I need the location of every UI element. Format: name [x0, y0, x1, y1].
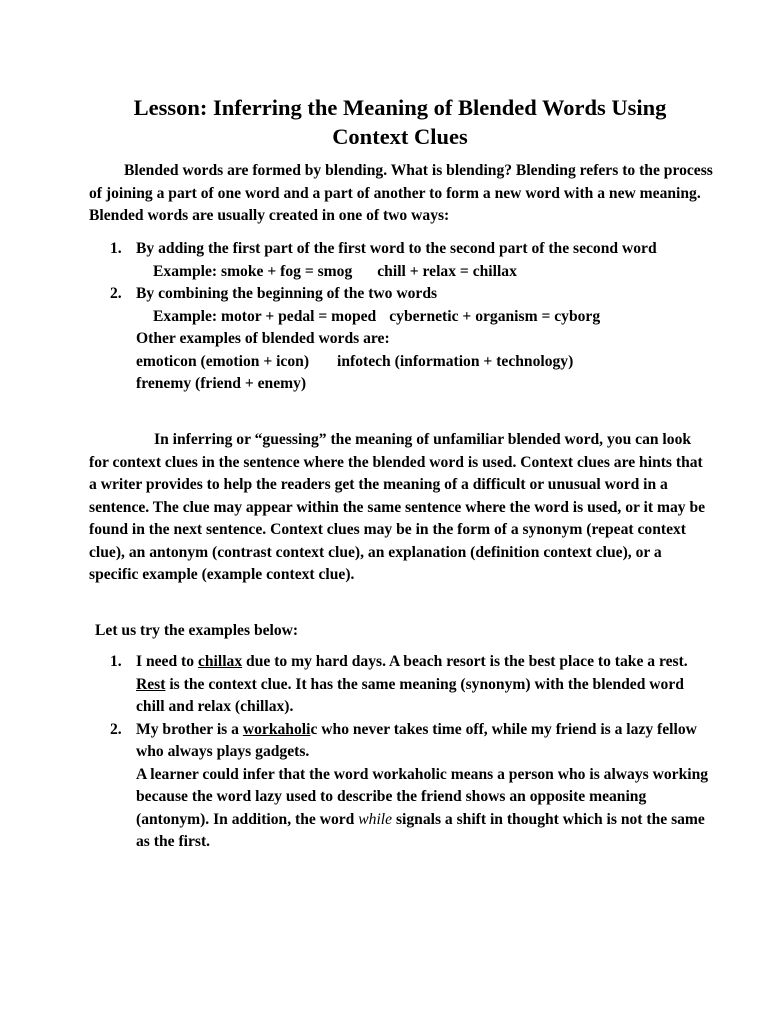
- blending-ways-list: [100, 238, 710, 396]
- example-text: Example: motor + pedal = moped: [153, 307, 377, 325]
- explanation-text: is the context clue. It has the same meaning (synonym) with the blended word chill and relax (chillax).: [136, 675, 684, 715]
- blending-way-2: [100, 283, 710, 396]
- sentence-text: I need to: [136, 653, 198, 670]
- lesson-title: [90, 93, 710, 151]
- other-example: emoticon (emotion + icon): [136, 352, 310, 370]
- example-text: Example: smoke + fog = smog: [153, 262, 353, 280]
- explanation-text: A learner could infer that the word workaholic means a person who is always working because the word lazy used to describe the friend shows an opposite meaning (antonym). In addition, the word: [136, 765, 709, 828]
- example-explanation: [136, 764, 710, 854]
- sentence-text: c who never takes time off, while my friend is a lazy fellow who always plays gadgets.: [136, 720, 697, 760]
- example-extra-text: cybernetic + organism = cyborg: [389, 307, 601, 325]
- sentence-text: due to my hard days. A beach resort is the best place to take a rest.: [242, 653, 688, 670]
- context-clues-paragraph: In inferring or “guessing” the meaning of unfamiliar blended word, you can look for context clues in the sentence where the blended word is used. Context clues are hints that a writer provides to help the readers get the meaning of a difficult or unusual word in a sentence. The clue may appear within the same sentence where the word is used, or it may be found in the next sentence. Context clues may be in the form of a synonym (repeat context clue), an antonym (contrast context clue), an explanation (definition context clue), or a specific example (example context clue).: [89, 431, 706, 583]
- example-extra-text: chill + relax = chillax: [377, 262, 517, 280]
- intro-paragraph: Blended words are formed by blending. What is blending? Blending refers to the process of joining a part of one word and a part of another to form a new word with a new meaning. Blended words are usually created in one of two ways:: [89, 162, 713, 224]
- examples-lead: Let us try the examples below:: [95, 622, 299, 639]
- example-item-2: [100, 719, 710, 854]
- other-example: frenemy (friend + enemy): [136, 375, 307, 392]
- other-example: infotech (information + technology): [337, 352, 574, 370]
- examples-list: [100, 651, 710, 854]
- explanation-text: signals a shift in thought which is not the same as the first.: [136, 810, 705, 850]
- way-text: By adding the first part of the first word to the second part of the second word: [136, 240, 657, 257]
- list-number: 1.: [110, 653, 122, 670]
- lesson-title-line-2: Context Clues: [332, 124, 468, 149]
- way-example: [136, 306, 710, 329]
- italic-signal-word: while: [358, 810, 393, 828]
- way-text: By combining the beginning of the two words: [136, 285, 438, 302]
- example-explanation: [136, 674, 710, 719]
- lesson-title-line-1: Lesson: Inferring the Meaning of Blended Words Using: [133, 95, 667, 120]
- sentence-text: My brother is a: [136, 720, 243, 738]
- other-examples-row: [136, 351, 710, 374]
- underlined-context-clue: Rest: [136, 675, 166, 693]
- blending-way-1: [100, 238, 710, 283]
- example-sentence: [136, 651, 710, 674]
- list-number: 2.: [110, 285, 122, 302]
- list-number: 2.: [110, 720, 122, 738]
- underlined-blended-word: workaholi: [242, 720, 311, 738]
- other-examples-intro: Other examples of blended words are:: [136, 330, 390, 347]
- way-example: [136, 261, 710, 284]
- underlined-blended-word: chillax: [197, 653, 243, 670]
- example-sentence: [136, 719, 710, 764]
- list-number: 1.: [110, 240, 122, 257]
- example-item-1: [100, 651, 710, 719]
